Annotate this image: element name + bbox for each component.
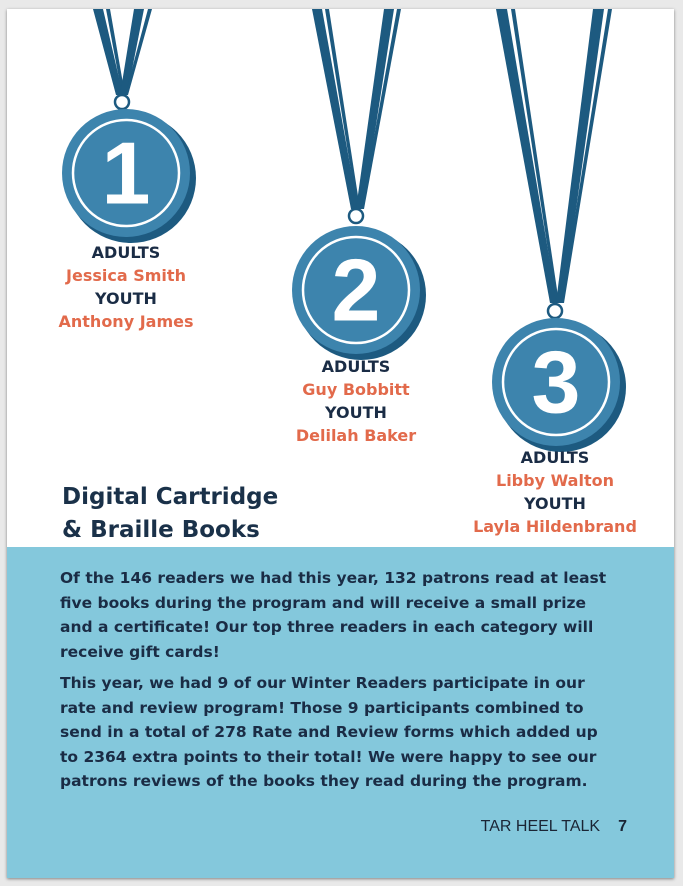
youth-label: YOUTH [524, 494, 586, 513]
page [7, 9, 674, 878]
publication-name: TAR HEEL TALK [480, 818, 601, 835]
medal-1 [62, 109, 196, 243]
youth-winner: Anthony James [58, 312, 194, 331]
medal-2-ribbon [312, 9, 401, 223]
medal-2 [292, 226, 426, 360]
adults-label: ADULTS [91, 243, 161, 262]
page-number: 7 [618, 818, 627, 835]
youth-label: YOUTH [95, 289, 157, 308]
adult-winner: Libby Walton [496, 471, 614, 490]
page-footer [481, 818, 627, 836]
adults-label: ADULTS [520, 448, 590, 467]
adults-label: ADULTS [321, 357, 391, 376]
medal-1-ribbon [93, 9, 152, 109]
medal-2-number: 2 [331, 240, 381, 340]
medal-2-labels [256, 355, 456, 447]
medal-3 [492, 318, 626, 452]
medal-3-labels [455, 446, 655, 538]
section-title [62, 481, 278, 547]
adult-winner: Jessica Smith [66, 266, 186, 285]
medal-3-ribbon [496, 9, 612, 318]
medal-1-labels [26, 241, 226, 333]
medal-1-number: 1 [101, 123, 151, 223]
paragraph-1: Of the 146 readers we had this year, 132 patrons read at least five books during the program and will receive a small prize and a certificate! Our top three readers in each category will receive gift cards! [60, 569, 607, 661]
youth-label: YOUTH [325, 403, 387, 422]
medal-3-number: 3 [531, 332, 581, 432]
section-title-line-1: Digital Cartridge [62, 484, 279, 510]
youth-winner: Delilah Baker [295, 426, 417, 445]
section-title-line-2: & Braille Books [62, 517, 260, 543]
youth-winner: Layla Hildenbrand [473, 517, 637, 536]
adult-winner: Guy Bobbitt [302, 380, 410, 399]
paragraph-2: This year, we had 9 of our Winter Readers participate in our rate and review program! Those 9 participants combined to send in a total of 278 Rate and Review forms which added up to 2364 extra points to their total! We were happy to see our patrons reviews of the books they read during the program. [60, 674, 598, 790]
